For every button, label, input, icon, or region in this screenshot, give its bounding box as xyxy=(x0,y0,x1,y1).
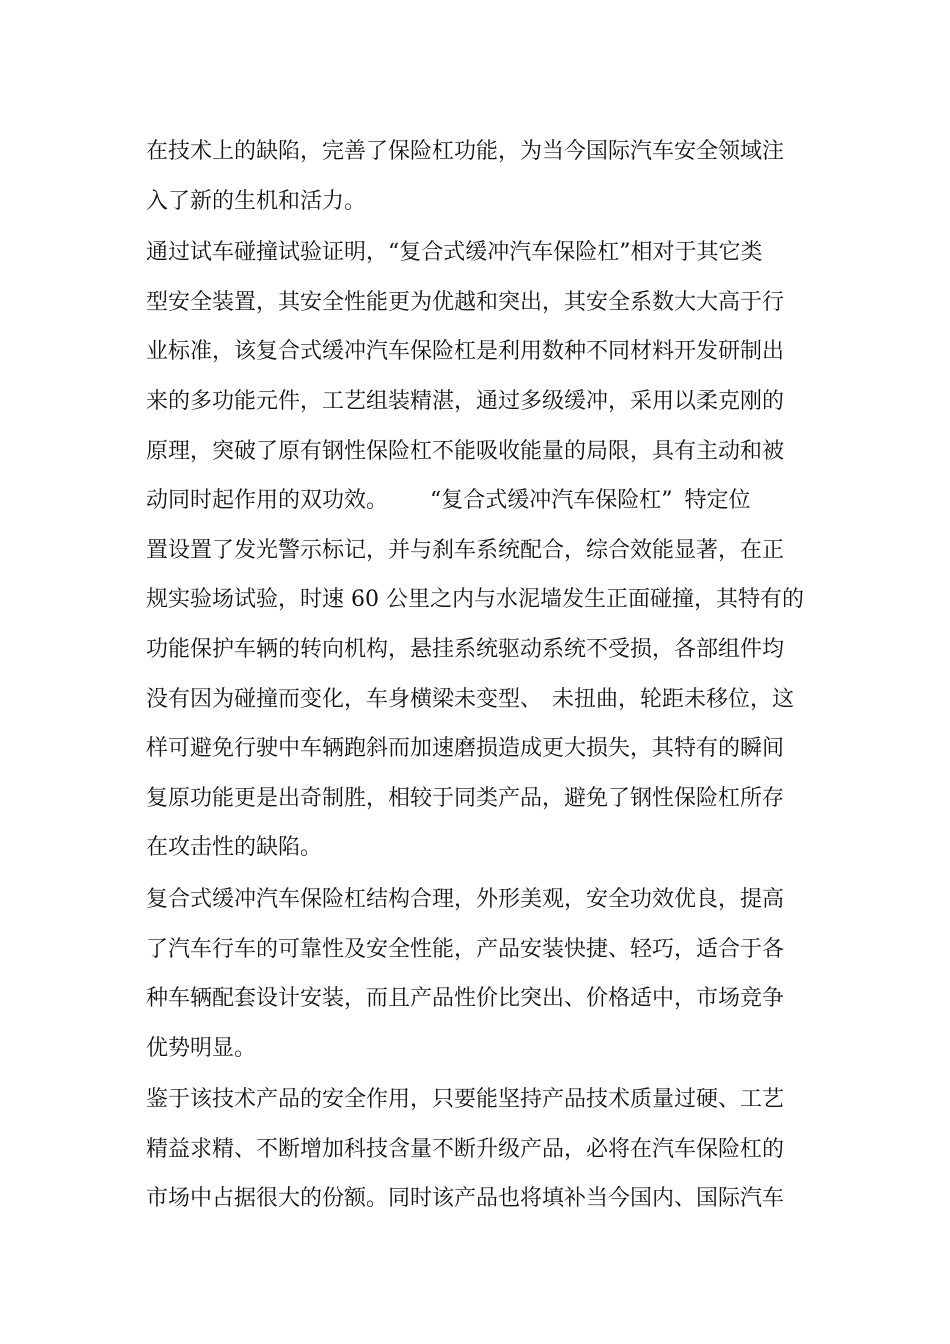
text-line: 规实验场试验，时速 60 公里之内与水泥墙发生正面碰撞，其特有的 xyxy=(146,587,804,613)
text-line: 置设置了发光警示标记，并与刹车系统配合，综合效能显著，在正 xyxy=(146,537,785,563)
paragraph-2 xyxy=(146,228,818,873)
text-segment: 动同时起作用的双功效。 xyxy=(146,488,389,514)
quoted-product-name: “复合式缓冲汽车保险杠” xyxy=(430,488,673,514)
text-line: 原理，突破了原有钢性保险杠不能吸收能量的局限，具有主动和被 xyxy=(146,438,785,464)
text-line: 复合式缓冲汽车保险杠结构合理，外形美观，安全功效优良，提高 xyxy=(146,886,785,912)
text-line: 来的多功能元件，工艺组装精湛，通过多级缓冲，采用以柔克刚的 xyxy=(146,388,785,414)
text-line: 种车辆配套设计安装，而且产品性价比突出、价格适中，市场竞争 xyxy=(146,986,785,1012)
text-line: 市场中占据很大的份额。同时该产品也将填补当今国内、国际汽车 xyxy=(146,1186,785,1212)
text-line: 型安全装置，其安全性能更为优越和突出，其安全系数大大高于行 xyxy=(146,289,785,315)
text-line: 样可避免行驶中车辆跑斜而加速磨损造成更大损失，其特有的瞬间 xyxy=(146,736,785,762)
text-line: 入了新的生机和活力。 xyxy=(146,188,367,214)
paragraph-1 xyxy=(146,127,818,226)
text-line: 业标准，该复合式缓冲汽车保险杠是利用数种不同材料开发研制出 xyxy=(146,339,785,365)
text-line: 精益求精、不断增加科技含量不断升级产品，必将在汽车保险杠的 xyxy=(146,1136,785,1162)
paragraph-3 xyxy=(146,875,818,1073)
text-segment: 特定位 xyxy=(684,488,751,514)
text-line xyxy=(146,675,818,725)
text-line: 了汽车行车的可靠性及安全性能，产品安装快捷、轻巧，适合于各 xyxy=(146,936,785,962)
text-line: 在攻击性的缺陷。 xyxy=(146,835,323,861)
document-body xyxy=(146,127,818,1224)
text-line: 通过试车碰撞试验证明，“复合式缓冲汽车保险杠”相对于其它类 xyxy=(146,240,763,266)
paragraph-4 xyxy=(146,1075,818,1224)
text-line: 优势明显。 xyxy=(146,1035,257,1061)
text-line: 鉴于该技术产品的安全作用，只要能坚持产品技术质量过硬、工艺 xyxy=(146,1087,785,1113)
text-segment: 没有因为碰撞而变化，车身横梁未变型、 xyxy=(146,686,543,712)
text-segment: 未扭曲，轮距未移位，这 xyxy=(552,686,795,712)
text-line: 复原功能更是出奇制胜，相较于同类产品，避免了钢性保险杠所存 xyxy=(146,785,785,811)
text-line: 在技术上的缺陷，完善了保险杠功能，为当今国际汽车安全领域注 xyxy=(146,139,785,164)
text-line xyxy=(146,476,818,526)
text-line: 功能保护车辆的转向机构，悬挂系统驱动系统不受损，各部组件均 xyxy=(146,636,785,662)
